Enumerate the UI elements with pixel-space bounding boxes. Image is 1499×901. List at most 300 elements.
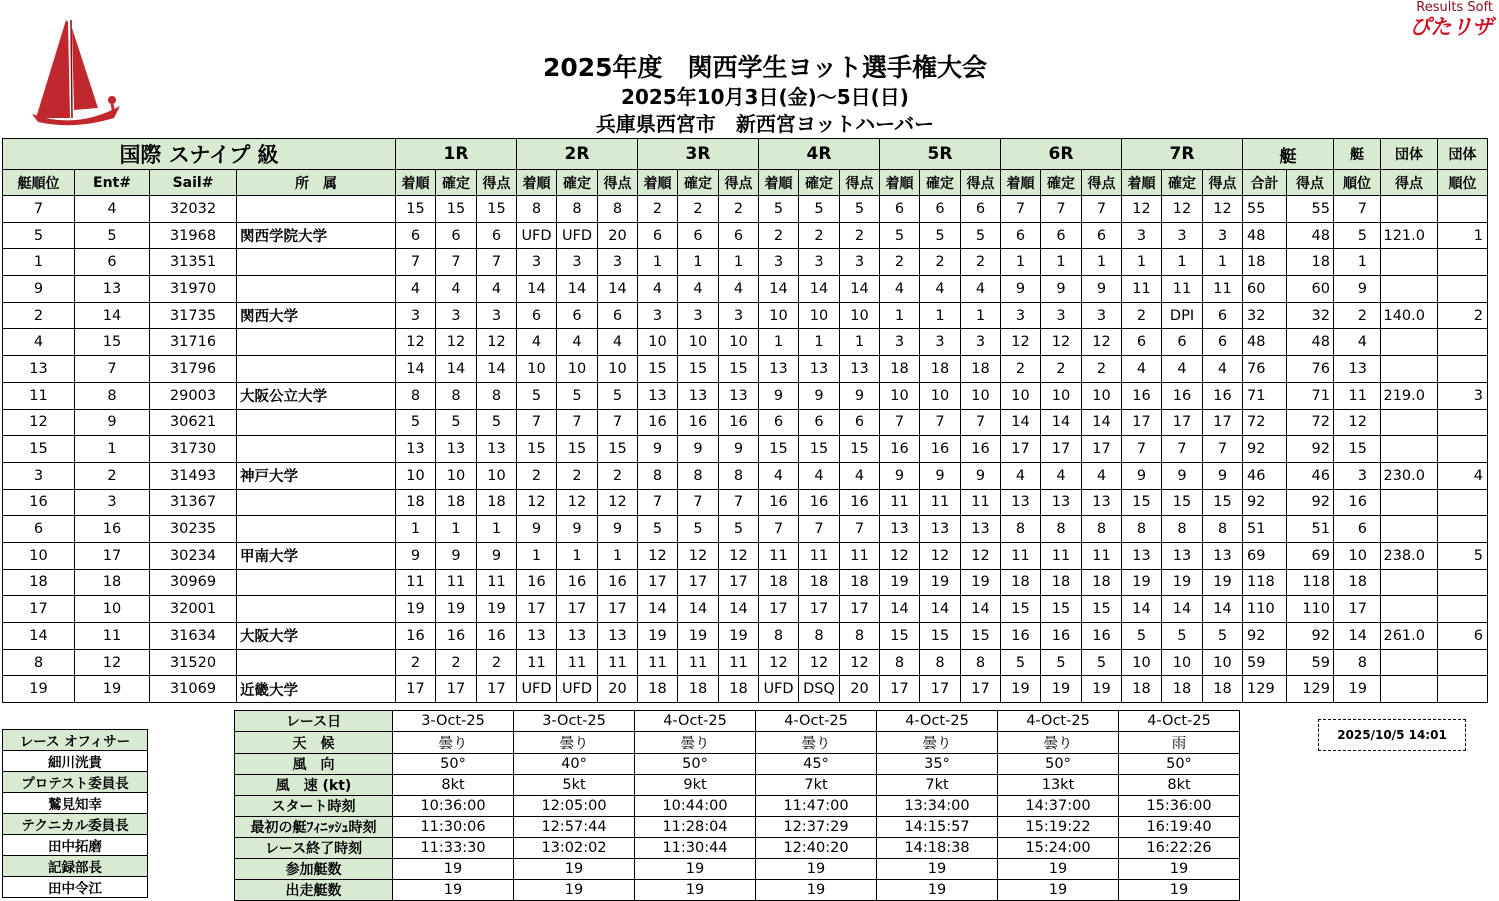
cell-r7-confirm: 8 [1162,516,1203,543]
cell-total: 72 [1243,409,1287,436]
cell-total: 48 [1243,222,1287,249]
cell-team-points [1381,356,1438,383]
cell-score: 72 [1287,409,1334,436]
cell-r3-confirm: 11 [678,649,719,676]
cell-team-rank: 1 [1438,222,1488,249]
condition-value: 曇り [877,732,998,754]
cell-r6-points: 18 [1082,569,1122,596]
cell-team-points [1381,436,1438,463]
cell-r4-confirm: 1 [799,329,840,356]
cell-r7-points: 4 [1203,356,1243,383]
cell-r1-points: 3 [477,302,517,329]
cell-r2-confirm: 2 [557,462,598,489]
cell-r3-finish: 16 [638,409,678,436]
cell-r1-points: 1 [477,516,517,543]
cell-score: 76 [1287,356,1334,383]
condition-value: 雨 [1119,732,1240,754]
race-header-7: 7R [1122,139,1243,170]
cell-score: 48 [1287,222,1334,249]
cell-total: 46 [1243,462,1287,489]
cell-r7-points: 6 [1203,329,1243,356]
official-name: 田中令江 [3,877,148,898]
cell-r6-points: 6 [1082,222,1122,249]
cell-affiliation: 近畿大学 [237,676,396,703]
cell-r4-finish: 12 [759,649,799,676]
cell-r2-confirm: 12 [557,489,598,516]
cell-r3-points: 1 [719,249,759,276]
cell-r1-points: 5 [477,409,517,436]
cell-r7-confirm: 11 [1162,276,1203,303]
cell-r5-finish: 2 [880,249,920,276]
cell-r3-confirm: 16 [678,409,719,436]
cell-r7-points: 10 [1203,649,1243,676]
cell-r7-finish: 7 [1122,436,1162,463]
cell-affiliation [237,276,396,303]
col-finish: 着順 [759,170,799,196]
condition-value: 11:33:30 [393,838,514,859]
cell-total: 69 [1243,542,1287,569]
cell-r3-confirm: 10 [678,329,719,356]
cell-r1-points: 19 [477,596,517,623]
cell-r5-finish: 13 [880,516,920,543]
cell-r6-confirm: 8 [1041,516,1082,543]
cell-r3-points: 7 [719,489,759,516]
cell-r4-finish: 4 [759,462,799,489]
official-name-row [3,751,148,772]
cell-r7-points: 9 [1203,462,1243,489]
cell-r4-points: 15 [840,436,880,463]
cell-score: 32 [1287,302,1334,329]
cell-r1-points: 13 [477,436,517,463]
cell-r1-confirm: 3 [436,302,477,329]
condition-value: 13:34:00 [877,796,998,817]
cell-r3-points: 8 [719,462,759,489]
cell-rank: 11 [3,382,75,409]
cell-r7-confirm: 12 [1162,196,1203,223]
cell-r4-points: 12 [840,649,880,676]
cell-score: 118 [1287,569,1334,596]
cell-team-rank [1438,676,1488,703]
col-confirm: 確定 [799,170,840,196]
cell-r1-confirm: 18 [436,489,477,516]
cell-r2-finish: 4 [517,329,557,356]
cell-r4-confirm: DSQ [799,676,840,703]
cell-r6-finish: 9 [1001,276,1041,303]
cell-r1-points: 11 [477,569,517,596]
cell-r7-confirm: 1 [1162,249,1203,276]
cell-r1-confirm: 15 [436,196,477,223]
cell-r7-confirm: 18 [1162,676,1203,703]
cell-r7-confirm: 3 [1162,222,1203,249]
table-row [3,436,1488,463]
cell-r3-finish: 14 [638,596,678,623]
cell-r1-confirm: 17 [436,676,477,703]
condition-label: 風 向 [235,754,393,775]
cell-r1-points: 12 [477,329,517,356]
cell-team-rank: 5 [1438,542,1488,569]
cell-r3-points: 5 [719,516,759,543]
cell-r1-points: 9 [477,542,517,569]
cell-affiliation [237,596,396,623]
cell-r4-finish: 18 [759,569,799,596]
cell-r5-finish: 14 [880,596,920,623]
col-confirm: 確定 [436,170,477,196]
cell-sail: 31716 [150,329,237,356]
condition-row [235,711,1240,732]
cell-r7-points: 1 [1203,249,1243,276]
officials-table [2,729,148,898]
cell-sail: 31493 [150,462,237,489]
table-row [3,596,1488,623]
condition-value: 曇り [514,732,635,754]
cell-team-points: 219.0 [1381,382,1438,409]
condition-value: 50° [1119,754,1240,775]
cell-r3-confirm: 9 [678,436,719,463]
cell-r7-confirm: 6 [1162,329,1203,356]
cell-r4-points: 16 [840,489,880,516]
cell-sail: 30621 [150,409,237,436]
cell-r4-finish: 8 [759,623,799,650]
cell-team-rank [1438,196,1488,223]
cell-r1-confirm: 6 [436,222,477,249]
cell-score: 59 [1287,649,1334,676]
cell-r3-finish: 15 [638,356,678,383]
cell-r3-confirm: 7 [678,489,719,516]
cell-r5-confirm: 17 [920,676,961,703]
cell-r1-points: 8 [477,382,517,409]
cell-score: 92 [1287,489,1334,516]
cell-r6-points: 11 [1082,542,1122,569]
cell-rank: 5 [3,222,75,249]
cell-score: 110 [1287,596,1334,623]
cell-ent: 9 [75,409,150,436]
cell-r6-finish: 17 [1001,436,1041,463]
cell-r3-finish: 13 [638,382,678,409]
condition-value: 曇り [635,732,756,754]
cell-r7-confirm: 4 [1162,356,1203,383]
cell-rank: 13 [3,356,75,383]
cell-r1-finish: 16 [396,623,436,650]
cell-r7-finish: 15 [1122,489,1162,516]
cell-r3-points: 15 [719,356,759,383]
condition-value: 19 [393,880,514,901]
cell-r4-points: 17 [840,596,880,623]
results-body [3,196,1488,703]
cell-score: 92 [1287,623,1334,650]
cell-r1-finish: 11 [396,569,436,596]
condition-value: 14:18:38 [877,838,998,859]
cell-r7-points: 7 [1203,436,1243,463]
cell-r2-points: 6 [598,302,638,329]
cell-r1-points: 15 [477,196,517,223]
cell-r2-finish: 2 [517,462,557,489]
cell-total: 71 [1243,382,1287,409]
cell-sail: 31351 [150,249,237,276]
cell-r1-finish: 6 [396,222,436,249]
cell-rank: 8 [3,649,75,676]
cell-r6-confirm: 7 [1041,196,1082,223]
condition-value: 19 [998,880,1119,901]
cell-ent: 18 [75,569,150,596]
condition-row [235,754,1240,775]
cell-r2-confirm: 11 [557,649,598,676]
cell-boat-rank: 11 [1334,382,1381,409]
cell-r6-confirm: 3 [1041,302,1082,329]
cell-r3-confirm: 4 [678,276,719,303]
cell-r5-confirm: 2 [920,249,961,276]
col-team-rank: 順位 [1438,170,1488,196]
cell-team-points [1381,249,1438,276]
cell-r3-confirm: 14 [678,596,719,623]
cell-r1-confirm: 16 [436,623,477,650]
cell-r2-points: 13 [598,623,638,650]
cell-r6-confirm: 14 [1041,409,1082,436]
condition-row [235,817,1240,838]
cell-r5-confirm: 5 [920,222,961,249]
cell-ent: 15 [75,329,150,356]
official-name: 細川洸貴 [3,751,148,772]
cell-r6-finish: 14 [1001,409,1041,436]
cell-r3-confirm: 19 [678,623,719,650]
cell-r4-points: 9 [840,382,880,409]
cell-r4-points: 13 [840,356,880,383]
cell-r6-confirm: 1 [1041,249,1082,276]
cell-r5-confirm: 10 [920,382,961,409]
cell-r3-finish: 2 [638,196,678,223]
cell-r2-finish: 10 [517,356,557,383]
cell-r5-finish: 16 [880,436,920,463]
cell-affiliation: 大阪公立大学 [237,382,396,409]
cell-r7-finish: 18 [1122,676,1162,703]
cell-sail: 31968 [150,222,237,249]
team-header-points: 団体 [1381,139,1438,170]
cell-r6-finish: 6 [1001,222,1041,249]
cell-affiliation: 甲南大学 [237,542,396,569]
condition-value: 11:28:04 [635,817,756,838]
condition-label: 天 候 [235,732,393,754]
condition-value: 16:19:40 [1119,817,1240,838]
cell-ent: 16 [75,516,150,543]
cell-r5-finish: 11 [880,489,920,516]
cell-r5-finish: 6 [880,196,920,223]
cell-r7-points: 12 [1203,196,1243,223]
cell-sail: 31520 [150,649,237,676]
condition-value: 4-Oct-25 [877,711,998,732]
table-row [3,623,1488,650]
cell-r1-finish: 18 [396,489,436,516]
cell-r1-confirm: 12 [436,329,477,356]
col-total: 合計 [1243,170,1287,196]
condition-value: 8kt [1119,775,1240,796]
cell-r1-confirm: 2 [436,649,477,676]
condition-value: 12:57:44 [514,817,635,838]
cell-ent: 14 [75,302,150,329]
cell-team-points: 140.0 [1381,302,1438,329]
cell-ent: 2 [75,462,150,489]
cell-boat-rank: 15 [1334,436,1381,463]
condition-row [235,838,1240,859]
table-row [3,329,1488,356]
cell-r2-finish: 3 [517,249,557,276]
condition-label: 風 速 (kt) [235,775,393,796]
sailboat-logo [28,18,123,132]
cell-r4-points: 7 [840,516,880,543]
cell-r2-points: 8 [598,196,638,223]
official-role-row [3,730,148,751]
col-sail: Sail# [150,170,237,196]
cell-r7-finish: 10 [1122,649,1162,676]
cell-rank: 15 [3,436,75,463]
cell-r2-points: 4 [598,329,638,356]
cell-r7-confirm: DPI [1162,302,1203,329]
cell-r6-finish: 15 [1001,596,1041,623]
cell-r3-finish: 4 [638,276,678,303]
cell-team-points [1381,489,1438,516]
condition-value: 9kt [635,775,756,796]
cell-r3-points: 11 [719,649,759,676]
cell-r5-finish: 10 [880,382,920,409]
condition-value: 19 [635,859,756,880]
cell-r7-finish: 5 [1122,623,1162,650]
cell-team-rank [1438,409,1488,436]
cell-rank: 16 [3,489,75,516]
cell-sail: 30235 [150,516,237,543]
cell-r6-points: 9 [1082,276,1122,303]
cell-team-points [1381,596,1438,623]
condition-value: 14:37:00 [998,796,1119,817]
cell-r7-finish: 14 [1122,596,1162,623]
condition-value: 12:05:00 [514,796,635,817]
cell-sail: 31367 [150,489,237,516]
cell-r6-confirm: 5 [1041,649,1082,676]
cell-r6-confirm: 18 [1041,569,1082,596]
cell-r1-confirm: 5 [436,409,477,436]
header-row-columns [3,170,1488,196]
col-points: 得点 [840,170,880,196]
condition-value: 50° [998,754,1119,775]
cell-r4-confirm: 3 [799,249,840,276]
cell-r6-points: 2 [1082,356,1122,383]
cell-total: 92 [1243,436,1287,463]
cell-r6-confirm: 16 [1041,623,1082,650]
cell-score: 60 [1287,276,1334,303]
official-name-row [3,793,148,814]
table-row [3,569,1488,596]
cell-r2-finish: 8 [517,196,557,223]
cell-r1-confirm: 4 [436,276,477,303]
table-row [3,302,1488,329]
cell-r5-finish: 18 [880,356,920,383]
cell-ent: 10 [75,596,150,623]
cell-score: 46 [1287,462,1334,489]
cell-r1-confirm: 9 [436,542,477,569]
cell-r4-finish: 17 [759,596,799,623]
cell-r6-points: 16 [1082,623,1122,650]
cell-r6-points: 19 [1082,676,1122,703]
cell-ent: 19 [75,676,150,703]
cell-r7-confirm: 17 [1162,409,1203,436]
cell-r2-finish: 5 [517,382,557,409]
cell-r4-confirm: 8 [799,623,840,650]
condition-value: 8kt [393,775,514,796]
cell-affiliation: 大阪大学 [237,623,396,650]
cell-r5-points: 10 [961,382,1001,409]
cell-r5-points: 7 [961,409,1001,436]
cell-rank: 9 [3,276,75,303]
condition-row [235,732,1240,754]
col-confirm: 確定 [920,170,961,196]
col-finish: 着順 [396,170,436,196]
cell-r7-finish: 4 [1122,356,1162,383]
cell-r3-points: 10 [719,329,759,356]
cell-r2-points: 17 [598,596,638,623]
cell-r4-finish: 15 [759,436,799,463]
cell-r5-finish: 7 [880,409,920,436]
table-row [3,382,1488,409]
cell-r3-confirm: 8 [678,462,719,489]
cell-team-points [1381,676,1438,703]
cell-r1-finish: 2 [396,649,436,676]
cell-r2-points: 12 [598,489,638,516]
cell-r6-finish: 13 [1001,489,1041,516]
condition-value: 19 [514,859,635,880]
cell-r7-confirm: 16 [1162,382,1203,409]
cell-r4-points: 14 [840,276,880,303]
brand-line1: Results Soft [1416,0,1493,15]
cell-sail: 31735 [150,302,237,329]
cell-r4-confirm: 14 [799,276,840,303]
cell-r4-points: 18 [840,569,880,596]
cell-r5-points: 16 [961,436,1001,463]
cell-r5-points: 11 [961,489,1001,516]
cell-r3-points: 17 [719,569,759,596]
cell-r5-points: 12 [961,542,1001,569]
cell-r5-points: 13 [961,516,1001,543]
cell-r2-points: 20 [598,676,638,703]
cell-r7-finish: 16 [1122,382,1162,409]
col-team-points: 得点 [1381,170,1438,196]
condition-value: 19 [877,880,998,901]
cell-r6-finish: 16 [1001,623,1041,650]
cell-r4-points: 3 [840,249,880,276]
table-row [3,249,1488,276]
cell-r5-confirm: 1 [920,302,961,329]
cell-r3-points: 9 [719,436,759,463]
cell-r6-points: 13 [1082,489,1122,516]
cell-team-points: 230.0 [1381,462,1438,489]
condition-value: 19 [514,880,635,901]
cell-team-points [1381,649,1438,676]
cell-team-rank: 6 [1438,623,1488,650]
cell-r6-finish: 19 [1001,676,1041,703]
team-header-rank: 団体 [1438,139,1488,170]
cell-r6-confirm: 17 [1041,436,1082,463]
cell-r7-finish: 17 [1122,409,1162,436]
table-row [3,222,1488,249]
cell-boat-rank: 12 [1334,409,1381,436]
cell-total: 32 [1243,302,1287,329]
cell-ent: 12 [75,649,150,676]
cell-sail: 30234 [150,542,237,569]
cell-boat-rank: 9 [1334,276,1381,303]
cell-r3-finish: 10 [638,329,678,356]
cell-r7-points: 6 [1203,302,1243,329]
col-points: 得点 [961,170,1001,196]
cell-r2-finish: 12 [517,489,557,516]
cell-total: 92 [1243,489,1287,516]
results-table [2,138,1488,703]
cell-r1-finish: 8 [396,382,436,409]
